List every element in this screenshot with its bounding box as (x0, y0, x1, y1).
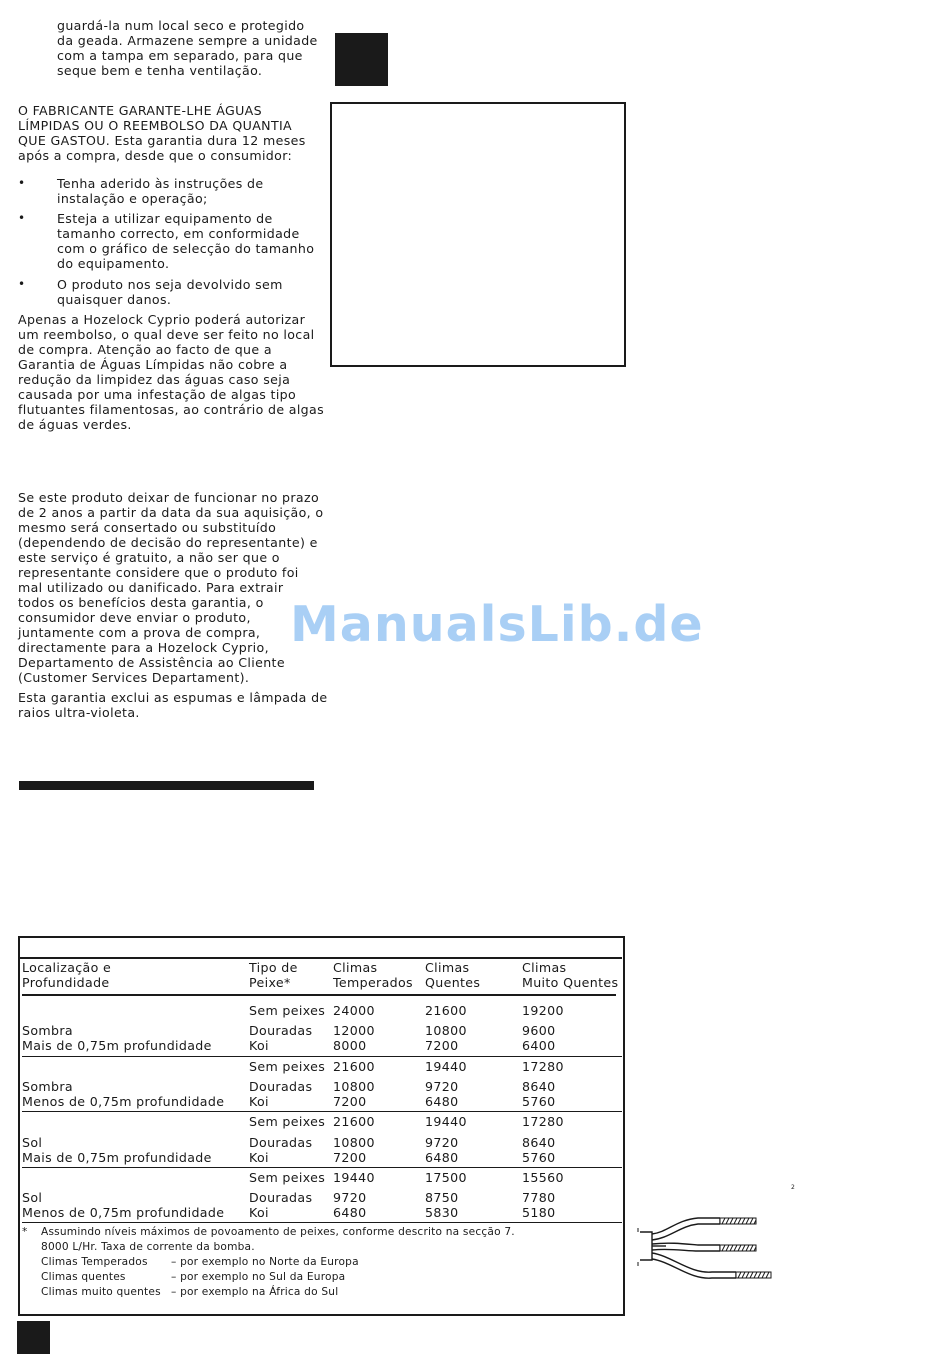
value-cell: 8000 (333, 1038, 367, 1053)
footnote-line: 8000 L/Hr. Taxa de corrente da bomba. (41, 1241, 255, 1253)
climate-desc: – por exemplo no Sul da Europa (171, 1271, 346, 1283)
location-cell: Menos de 0,75m profundidade (22, 1205, 225, 1220)
footnote-line: Assumindo níveis máximos de povoamento de peixes, conforme descrito na secção 7. (41, 1226, 515, 1238)
warranty-line: todos os benefícios desta garantia, o (18, 595, 264, 610)
fish-cell: Douradas (249, 1079, 313, 1094)
section-marker-square-bottom (17, 1321, 50, 1354)
fish-cell: Sem peixes (249, 1059, 326, 1074)
bullet-line: Tenha aderido às instruções de (57, 176, 264, 191)
warranty-line: juntamente com a prova de compra, (18, 625, 261, 640)
refund-line: causada por uma infestação de algas tipo (18, 387, 297, 402)
value-cell: 24000 (333, 1003, 375, 1018)
refund-line: um reembolso, o qual deve ser feito no local (18, 327, 315, 342)
value-cell: 10800 (333, 1135, 375, 1150)
value-cell: 10800 (333, 1079, 375, 1094)
bullet-symbol: • (18, 176, 26, 190)
exclusion-line: Esta garantia exclui as espumas e lâmpada de (18, 690, 328, 705)
fish-cell: Sem peixes (249, 1170, 326, 1185)
value-cell: 21600 (425, 1003, 467, 1018)
group-rule (22, 1056, 622, 1057)
value-cell: 5830 (425, 1205, 459, 1220)
wire-diagram-label: 2 (791, 1184, 795, 1191)
bullet-symbol: • (18, 211, 26, 225)
value-cell: 5760 (522, 1150, 556, 1165)
value-cell: 8640 (522, 1135, 556, 1150)
warranty-line: mesmo será consertado ou substituído (18, 520, 277, 535)
header-cell: Peixe* (249, 975, 291, 990)
value-cell: 7200 (425, 1038, 459, 1053)
exclusion-line: raios ultra-violeta. (18, 705, 140, 720)
warranty-line: Se este produto deixar de funcionar no prazo (18, 490, 320, 505)
value-cell: 21600 (333, 1059, 375, 1074)
fish-cell: Koi (249, 1094, 269, 1109)
climate-label: Climas Temperados (41, 1256, 148, 1268)
fish-cell: Douradas (249, 1190, 313, 1205)
bullet-line: tamanho correcto, em conformidade (57, 226, 300, 241)
warranty-line: directamente para a Hozelock Cyprio, (18, 640, 269, 655)
intro-line: seque bem e tenha ventilação. (57, 63, 263, 78)
fish-cell: Koi (249, 1150, 269, 1165)
fish-cell: Sem peixes (249, 1003, 326, 1018)
guarantee-line: LÍMPIDAS OU O REEMBOLSO DA QUANTIA (18, 118, 293, 133)
value-cell: 7780 (522, 1190, 556, 1205)
location-cell: Mais de 0,75m profundidade (22, 1038, 212, 1053)
refund-line: de águas verdes. (18, 417, 132, 432)
header-cell: Temperados (333, 975, 413, 990)
location-cell: Sol (22, 1135, 43, 1150)
value-cell: 6480 (333, 1205, 367, 1220)
bullet-line: do equipamento. (57, 256, 170, 271)
refund-line: de compra. Atenção ao facto de que a (18, 342, 272, 357)
value-cell: 19440 (333, 1170, 375, 1185)
fish-cell: Douradas (249, 1023, 313, 1038)
value-cell: 12000 (333, 1023, 375, 1038)
warranty-line: mal utilizado ou danificado. Para extrair (18, 580, 284, 595)
value-cell: 6400 (522, 1038, 556, 1053)
header-cell: Climas (522, 960, 567, 975)
value-cell: 8750 (425, 1190, 459, 1205)
warranty-line: de 2 anos a partir da data da sua aquisição, o (18, 505, 324, 520)
header-cell: Tipo de (249, 960, 298, 975)
warranty-line: (Customer Services Departament). (18, 670, 250, 685)
group-rule (22, 1222, 622, 1223)
warranty-line: consumidor deve enviar o produto, (18, 610, 251, 625)
watermark: ManualsLib.de (290, 596, 704, 653)
value-cell: 9720 (333, 1190, 367, 1205)
bullet-line: Esteja a utilizar equipamento de (57, 211, 273, 226)
location-cell: Sol (22, 1190, 43, 1205)
value-cell: 6480 (425, 1150, 459, 1165)
header-cell: Climas (333, 960, 378, 975)
fish-cell: Koi (249, 1205, 269, 1220)
group-rule (22, 1167, 622, 1168)
value-cell: 17500 (425, 1170, 467, 1185)
warranty-line: Departamento de Assistência ao Cliente (18, 655, 285, 670)
value-cell: 7200 (333, 1150, 367, 1165)
fish-cell: Douradas (249, 1135, 313, 1150)
bullet-line: com o gráfico de selecção do tamanho (57, 241, 315, 256)
fish-cell: Sem peixes (249, 1114, 326, 1129)
value-cell: 9720 (425, 1135, 459, 1150)
location-cell: Mais de 0,75m profundidade (22, 1150, 212, 1165)
intro-line: com a tampa em separado, para que (57, 48, 303, 63)
group-rule (22, 1111, 622, 1112)
climate-desc: – por exemplo na África do Sul (171, 1286, 339, 1298)
climate-label: Climas quentes (41, 1271, 126, 1283)
value-cell: 19440 (425, 1114, 467, 1129)
header-cell: Muito Quentes (522, 975, 619, 990)
value-cell: 8640 (522, 1079, 556, 1094)
location-cell: Sombra (22, 1079, 73, 1094)
bullet-line: O produto nos seja devolvido sem (57, 277, 283, 292)
intro-line: da geada. Armazene sempre a unidade (57, 33, 318, 48)
climate-label: Climas muito quentes (41, 1286, 161, 1298)
value-cell: 6480 (425, 1094, 459, 1109)
header-cell: Quentes (425, 975, 481, 990)
value-cell: 21600 (333, 1114, 375, 1129)
value-cell: 19440 (425, 1059, 467, 1074)
header-cell: Localização e (22, 960, 112, 975)
guarantee-line: após a compra, desde que o consumidor: (18, 148, 293, 163)
warranty-line: este serviço é gratuito, a não ser que o (18, 550, 280, 565)
image-placeholder-frame (330, 102, 626, 367)
header-cell: Climas (425, 960, 470, 975)
value-cell: 10800 (425, 1023, 467, 1038)
fish-cell: Koi (249, 1038, 269, 1053)
location-cell: Sombra (22, 1023, 73, 1038)
refund-line: Garantia de Águas Límpidas não cobre a (18, 357, 288, 372)
table-top-rule (20, 957, 622, 959)
wire-cable-diagram (636, 1210, 776, 1285)
value-cell: 9600 (522, 1023, 556, 1038)
refund-line: flutuantes filamentosas, ao contrário de algas (18, 402, 325, 417)
warranty-line: representante considere que o produto foi (18, 565, 299, 580)
warranty-line: (dependendo de decisão do representante) e (18, 535, 318, 550)
value-cell: 5760 (522, 1094, 556, 1109)
value-cell: 17280 (522, 1114, 564, 1129)
value-cell: 17280 (522, 1059, 564, 1074)
value-cell: 7200 (333, 1094, 367, 1109)
value-cell: 19200 (522, 1003, 564, 1018)
footnote-star: * (22, 1226, 28, 1238)
section-divider-bar (19, 781, 314, 790)
value-cell: 5180 (522, 1205, 556, 1220)
guarantee-line: QUE GASTOU. Esta garantia dura 12 meses (18, 133, 306, 148)
header-cell: Profundidade (22, 975, 110, 990)
section-marker-square-top (335, 33, 388, 86)
bullet-line: instalação e operação; (57, 191, 208, 206)
guarantee-line: O FABRICANTE GARANTE-LHE ÁGUAS (18, 103, 262, 118)
bullet-symbol: • (18, 277, 26, 291)
location-cell: Menos de 0,75m profundidade (22, 1094, 225, 1109)
value-cell: 9720 (425, 1079, 459, 1094)
intro-line: guardá-la num local seco e protegido (57, 18, 305, 33)
bullet-line: quaisquer danos. (57, 292, 172, 307)
refund-line: redução da limpidez das águas caso seja (18, 372, 291, 387)
refund-line: Apenas a Hozelock Cyprio poderá autorizar (18, 312, 306, 327)
value-cell: 15560 (522, 1170, 564, 1185)
climate-desc: – por exemplo no Norte da Europa (171, 1256, 359, 1268)
header-rule (22, 994, 616, 996)
